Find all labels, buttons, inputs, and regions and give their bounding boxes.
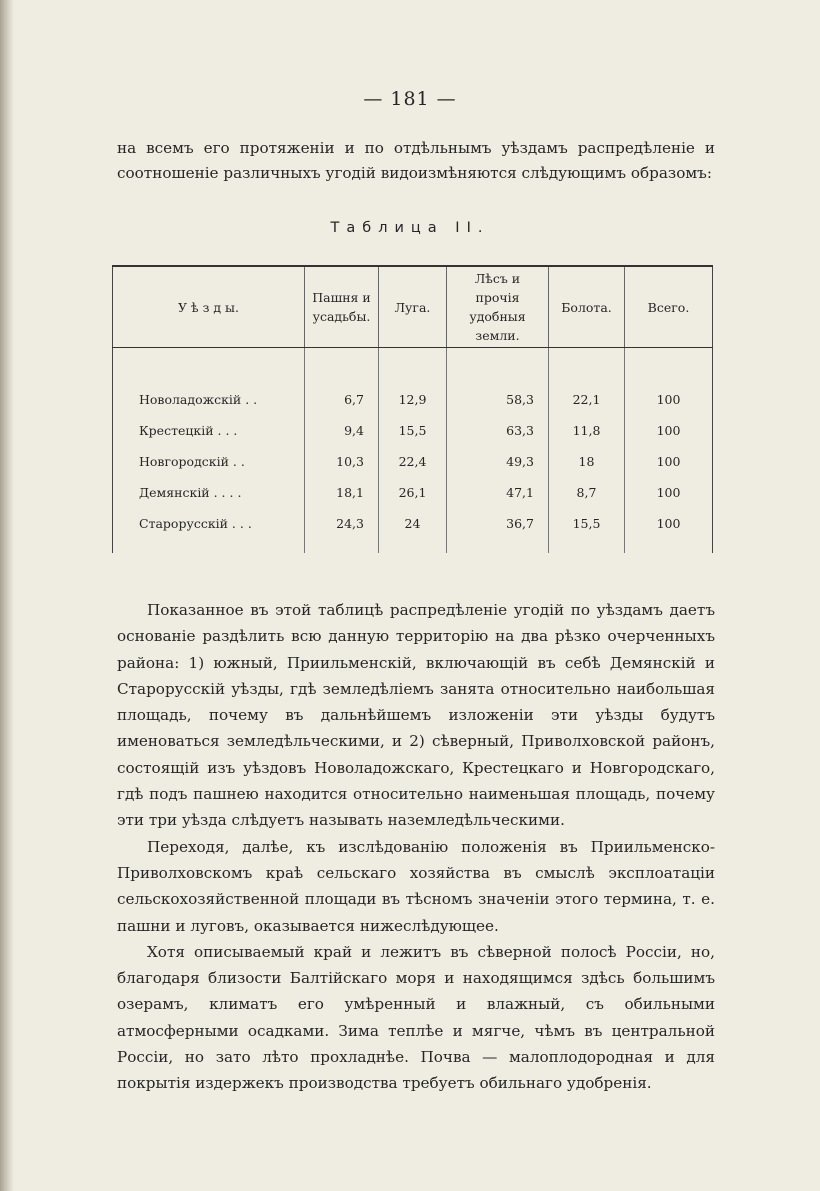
arable-value: 9,4 — [305, 415, 379, 446]
paragraph-climate: Хотя описываемый край и лежитъ въ сѣверной полосѣ Россіи, но, благодаря близости Балтійскаго моря и находящимся здѣсь большимъ озерамъ, климатъ его умѣренный и влажный, съ обильными атмосферными осадками. Зима теплѣе и мягче, чѣмъ въ центральной Россіи, но зато лѣто прохладнѣе. Почва — малоплодородная и для покрытія издержекъ производства требуетъ обильнаго удобренія. — [117, 942, 715, 1093]
uezd-name: Старорусскій . . . — [113, 508, 305, 539]
paragraph-agriculture: Переходя, далѣе, къ изслѣдованію положенія въ Приильменско-Приволховскомъ краѣ сельскаго хозяйства въ смыслѣ эксплоатаціи сельскохозяйственной площади въ тѣсномъ значеніи этого термина, т. е. пашни и луговъ, оказывается нижеслѣдующее. — [117, 837, 715, 935]
table-row — [113, 415, 713, 446]
total-value: 100 — [625, 508, 713, 539]
meadows-value: 12,9 — [379, 384, 447, 415]
swamps-value: 22,1 — [549, 384, 625, 415]
forest-value: 36,7 — [447, 508, 549, 539]
swamps-value: 18 — [549, 446, 625, 477]
uezd-name: Новоладожскій . . — [113, 384, 305, 415]
forest-value: 47,1 — [447, 477, 549, 508]
header-meadows: Луга. — [379, 266, 447, 348]
header-arable: Пашня и усадьбы. — [305, 266, 379, 348]
header-uezd: У ѣ з д ы. — [113, 266, 305, 348]
swamps-value: 15,5 — [549, 508, 625, 539]
table-title: Таблица II. — [330, 220, 490, 236]
swamps-value: 11,8 — [549, 415, 625, 446]
table-row — [113, 477, 713, 508]
land-use-table — [112, 265, 713, 553]
page-number: — 181 — — [363, 88, 457, 110]
forest-value: 63,3 — [447, 415, 549, 446]
total-value: 100 — [625, 415, 713, 446]
table-header-row — [113, 266, 713, 348]
arable-value: 6,7 — [305, 384, 379, 415]
table-row — [113, 384, 713, 415]
table-spacer-row — [113, 348, 713, 385]
page-binding-shadow — [0, 0, 14, 1191]
table-spacer-row — [113, 539, 713, 553]
table-row — [113, 446, 713, 477]
meadows-value: 24 — [379, 508, 447, 539]
uezd-name: Крестецкій . . . — [113, 415, 305, 446]
meadows-value: 15,5 — [379, 415, 447, 446]
table-row — [113, 508, 713, 539]
body-text — [117, 597, 715, 1097]
header-forest: Лѣсъ и прочія удобныя земли. — [447, 266, 549, 348]
header-swamps: Болота. — [549, 266, 625, 348]
header-total: Всего. — [625, 266, 713, 348]
swamps-value: 8,7 — [549, 477, 625, 508]
meadows-value: 22,4 — [379, 446, 447, 477]
forest-value: 49,3 — [447, 446, 549, 477]
paragraph-districts: Показанное въ этой таблицѣ распредѣленіе угодій по уѣздамъ даетъ основаніе раздѣлить всю данную территорію на два рѣзко очерченныхъ района: 1) южный, Приильменскій, включающій въ себѣ Демянскій и Старорусскій уѣзды, гдѣ земледѣліемъ занята относительно наибольшая площадь, почему въ дальнѣйшемъ изложеніи эти уѣзды будутъ именоваться земледѣльческими, и 2) сѣверный, Приволховской районъ, состоящій изъ уѣздовъ Новоладожскаго, Крестецкаго и Новгородскаго, гдѣ подъ пашнею находится относительно наименьшая площадь, почему эти три уѣзда слѣдуетъ называть наземледѣльческими. — [117, 601, 715, 830]
total-value: 100 — [625, 477, 713, 508]
forest-value: 58,3 — [447, 384, 549, 415]
meadows-value: 26,1 — [379, 477, 447, 508]
arable-value: 24,3 — [305, 508, 379, 539]
arable-value: 18,1 — [305, 477, 379, 508]
total-value: 100 — [625, 384, 713, 415]
arable-value: 10,3 — [305, 446, 379, 477]
land-use-table-wrapper — [112, 265, 712, 553]
uezd-name: Демянскій . . . . — [113, 477, 305, 508]
uezd-name: Новгородскій . . — [113, 446, 305, 477]
intro-paragraph: на всемъ его протяженіи и по отдѣльнымъ уѣздамъ распредѣленіе и соотношеніе различныхъ угодій видоизмѣняются слѣдующимъ образомъ: — [117, 139, 715, 182]
total-value: 100 — [625, 446, 713, 477]
